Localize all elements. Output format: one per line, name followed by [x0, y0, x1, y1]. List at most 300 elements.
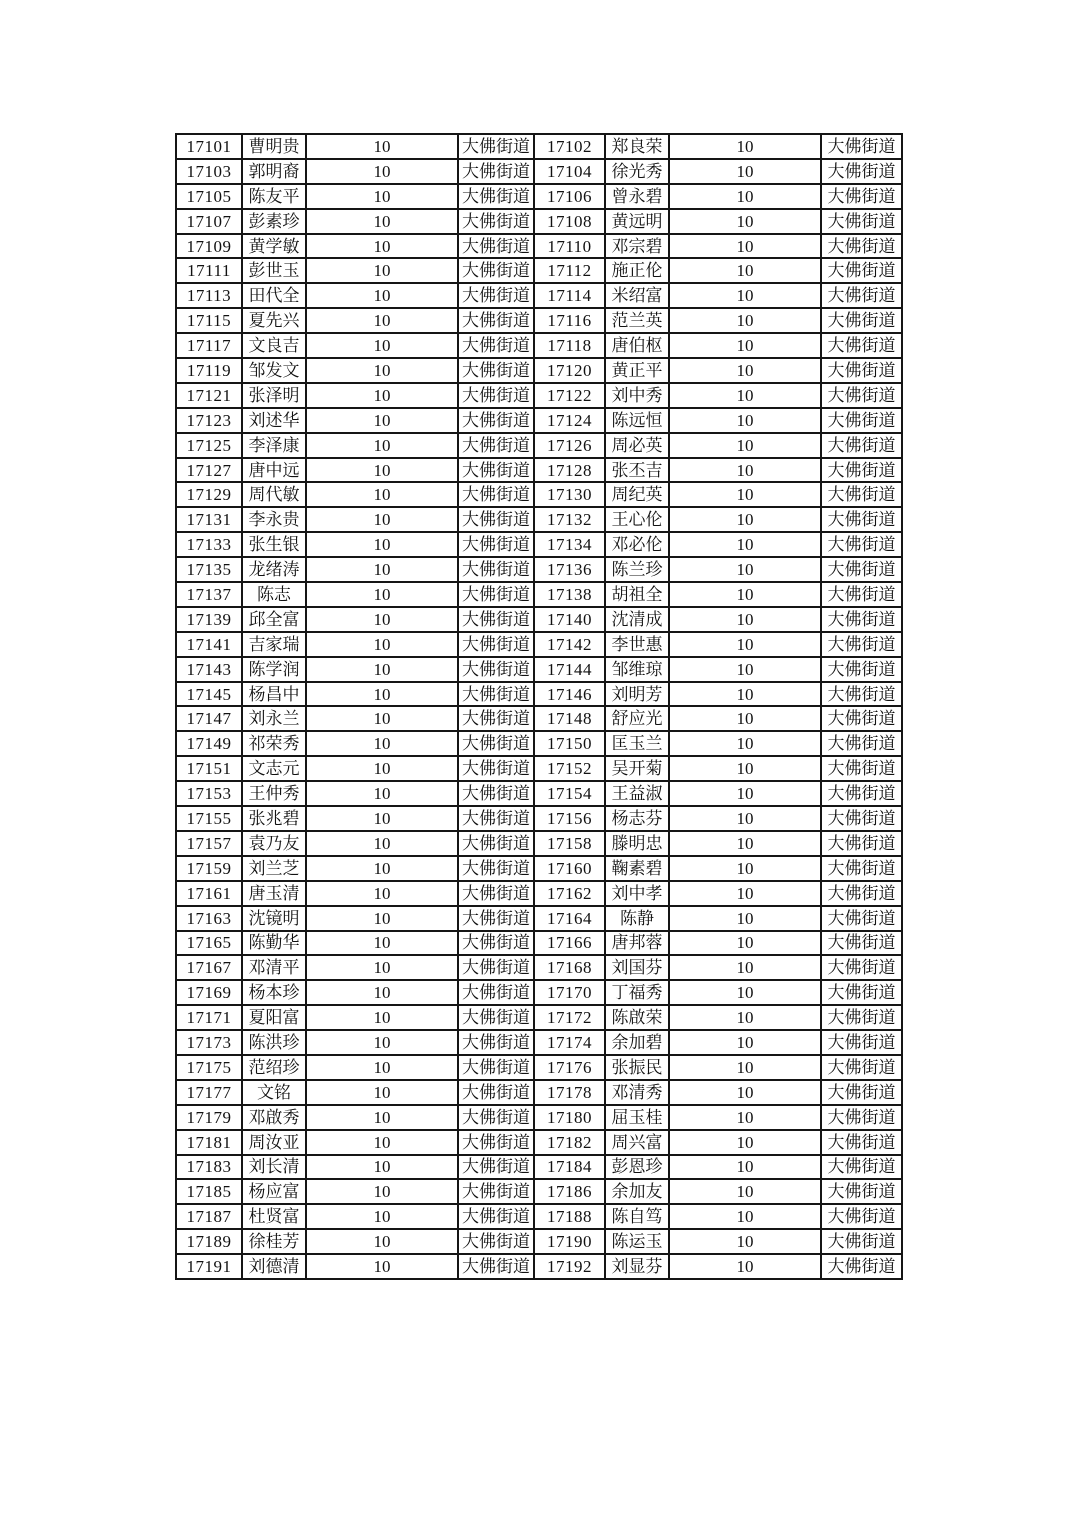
street-cell: 大佛街道	[821, 955, 902, 980]
table-row	[176, 1030, 902, 1055]
name-cell: 张振民	[605, 1055, 669, 1080]
name-cell: 杨应富	[242, 1179, 306, 1204]
id-cell: 17125	[176, 433, 242, 458]
amount-cell: 10	[306, 258, 458, 283]
name-cell: 邹维琼	[605, 657, 669, 682]
id-cell: 17116	[534, 308, 605, 333]
street-cell: 大佛街道	[458, 706, 534, 731]
table-row	[176, 881, 902, 906]
amount-cell: 10	[669, 856, 821, 881]
table-row	[176, 682, 902, 707]
street-cell: 大佛街道	[458, 184, 534, 209]
street-cell: 大佛街道	[821, 159, 902, 184]
amount-cell: 10	[669, 383, 821, 408]
amount-cell: 10	[306, 383, 458, 408]
amount-cell: 10	[306, 1229, 458, 1254]
street-cell: 大佛街道	[458, 458, 534, 483]
id-cell: 17129	[176, 482, 242, 507]
amount-cell: 10	[306, 657, 458, 682]
id-cell: 17135	[176, 557, 242, 582]
name-cell: 杜贤富	[242, 1204, 306, 1229]
name-cell: 王心伦	[605, 507, 669, 532]
table-row	[176, 931, 902, 956]
id-cell: 17108	[534, 209, 605, 234]
name-cell: 张泽明	[242, 383, 306, 408]
amount-cell: 10	[669, 283, 821, 308]
street-cell: 大佛街道	[821, 1055, 902, 1080]
name-cell: 丁福秀	[605, 980, 669, 1005]
street-cell: 大佛街道	[821, 607, 902, 632]
amount-cell: 10	[306, 308, 458, 333]
id-cell: 17139	[176, 607, 242, 632]
street-cell: 大佛街道	[458, 507, 534, 532]
street-cell: 大佛街道	[458, 856, 534, 881]
table-row	[176, 184, 902, 209]
amount-cell: 10	[669, 333, 821, 358]
street-cell: 大佛街道	[821, 408, 902, 433]
table-row	[176, 731, 902, 756]
street-cell: 大佛街道	[821, 358, 902, 383]
name-cell: 曹明贵	[242, 134, 306, 159]
id-cell: 17174	[534, 1030, 605, 1055]
id-cell: 17128	[534, 458, 605, 483]
name-cell: 文良吉	[242, 333, 306, 358]
id-cell: 17184	[534, 1155, 605, 1180]
id-cell: 17136	[534, 557, 605, 582]
amount-cell: 10	[669, 308, 821, 333]
street-cell: 大佛街道	[821, 458, 902, 483]
street-cell: 大佛街道	[821, 482, 902, 507]
id-cell: 17142	[534, 632, 605, 657]
id-cell: 17140	[534, 607, 605, 632]
name-cell: 陈远恒	[605, 408, 669, 433]
table-row	[176, 582, 902, 607]
street-cell: 大佛街道	[458, 209, 534, 234]
amount-cell: 10	[306, 1130, 458, 1155]
amount-cell: 10	[669, 408, 821, 433]
name-cell: 黄正平	[605, 358, 669, 383]
street-cell: 大佛街道	[458, 134, 534, 159]
street-cell: 大佛街道	[458, 383, 534, 408]
name-cell: 余加碧	[605, 1030, 669, 1055]
amount-cell: 10	[306, 1080, 458, 1105]
table-row	[176, 706, 902, 731]
id-cell: 17112	[534, 258, 605, 283]
street-cell: 大佛街道	[458, 657, 534, 682]
street-cell: 大佛街道	[458, 632, 534, 657]
id-cell: 17177	[176, 1080, 242, 1105]
table-row	[176, 557, 902, 582]
id-cell: 17161	[176, 881, 242, 906]
name-cell: 徐桂芳	[242, 1229, 306, 1254]
amount-cell: 10	[669, 756, 821, 781]
street-cell: 大佛街道	[821, 980, 902, 1005]
street-cell: 大佛街道	[821, 756, 902, 781]
table-row	[176, 781, 902, 806]
street-cell: 大佛街道	[821, 1005, 902, 1030]
id-cell: 17158	[534, 831, 605, 856]
amount-cell: 10	[306, 1005, 458, 1030]
id-cell: 17126	[534, 433, 605, 458]
name-cell: 李永贵	[242, 507, 306, 532]
table-row	[176, 1005, 902, 1030]
amount-cell: 10	[306, 458, 458, 483]
id-cell: 17113	[176, 283, 242, 308]
id-cell: 17167	[176, 955, 242, 980]
amount-cell: 10	[306, 781, 458, 806]
street-cell: 大佛街道	[458, 358, 534, 383]
street-cell: 大佛街道	[458, 1155, 534, 1180]
id-cell: 17138	[534, 582, 605, 607]
table-row	[176, 1130, 902, 1155]
id-cell: 17111	[176, 258, 242, 283]
table-row	[176, 433, 902, 458]
street-cell: 大佛街道	[821, 781, 902, 806]
street-cell: 大佛街道	[458, 1105, 534, 1130]
id-cell: 17185	[176, 1179, 242, 1204]
street-cell: 大佛街道	[458, 482, 534, 507]
name-cell: 刘国芬	[605, 955, 669, 980]
street-cell: 大佛街道	[821, 532, 902, 557]
name-cell: 范兰英	[605, 308, 669, 333]
street-cell: 大佛街道	[821, 308, 902, 333]
id-cell: 17190	[534, 1229, 605, 1254]
table-row	[176, 209, 902, 234]
name-cell: 米绍富	[605, 283, 669, 308]
street-cell: 大佛街道	[821, 657, 902, 682]
street-cell: 大佛街道	[821, 831, 902, 856]
amount-cell: 10	[306, 1155, 458, 1180]
street-cell: 大佛街道	[458, 955, 534, 980]
id-cell: 17151	[176, 756, 242, 781]
street-cell: 大佛街道	[821, 706, 902, 731]
id-cell: 17120	[534, 358, 605, 383]
id-cell: 17105	[176, 184, 242, 209]
amount-cell: 10	[669, 731, 821, 756]
name-cell: 杨志芬	[605, 806, 669, 831]
name-cell: 施正伦	[605, 258, 669, 283]
name-cell: 周兴富	[605, 1130, 669, 1155]
amount-cell: 10	[306, 159, 458, 184]
amount-cell: 10	[306, 134, 458, 159]
name-cell: 匡玉兰	[605, 731, 669, 756]
name-cell: 周汝亚	[242, 1130, 306, 1155]
name-cell: 王仲秀	[242, 781, 306, 806]
name-cell: 徐光秀	[605, 159, 669, 184]
name-cell: 彭世玉	[242, 258, 306, 283]
id-cell: 17178	[534, 1080, 605, 1105]
amount-cell: 10	[669, 433, 821, 458]
id-cell: 17119	[176, 358, 242, 383]
id-cell: 17134	[534, 532, 605, 557]
name-cell: 夏先兴	[242, 308, 306, 333]
id-cell: 17169	[176, 980, 242, 1005]
amount-cell: 10	[306, 234, 458, 259]
amount-cell: 10	[669, 358, 821, 383]
street-cell: 大佛街道	[821, 682, 902, 707]
table-row	[176, 831, 902, 856]
id-cell: 17154	[534, 781, 605, 806]
name-cell: 屈玉桂	[605, 1105, 669, 1130]
name-cell: 杨昌中	[242, 682, 306, 707]
id-cell: 17149	[176, 731, 242, 756]
name-cell: 陈勤华	[242, 931, 306, 956]
amount-cell: 10	[669, 557, 821, 582]
table-row	[176, 1105, 902, 1130]
id-cell: 17157	[176, 831, 242, 856]
street-cell: 大佛街道	[458, 258, 534, 283]
table-row	[176, 134, 902, 159]
name-cell: 张兆碧	[242, 806, 306, 831]
name-cell: 余加友	[605, 1179, 669, 1204]
street-cell: 大佛街道	[458, 607, 534, 632]
amount-cell: 10	[669, 1080, 821, 1105]
table-row	[176, 1080, 902, 1105]
table-row	[176, 159, 902, 184]
amount-cell: 10	[306, 333, 458, 358]
name-cell: 刘兰芝	[242, 856, 306, 881]
table-row	[176, 283, 902, 308]
name-cell: 张丕吉	[605, 458, 669, 483]
table-row	[176, 383, 902, 408]
amount-cell: 10	[669, 1179, 821, 1204]
street-cell: 大佛街道	[821, 1080, 902, 1105]
amount-cell: 10	[306, 1105, 458, 1130]
street-cell: 大佛街道	[458, 1229, 534, 1254]
street-cell: 大佛街道	[821, 1179, 902, 1204]
table-row	[176, 632, 902, 657]
id-cell: 17147	[176, 706, 242, 731]
street-cell: 大佛街道	[458, 1179, 534, 1204]
street-cell: 大佛街道	[458, 1080, 534, 1105]
street-cell: 大佛街道	[821, 1130, 902, 1155]
street-cell: 大佛街道	[821, 283, 902, 308]
street-cell: 大佛街道	[821, 881, 902, 906]
street-cell: 大佛街道	[458, 408, 534, 433]
amount-cell: 10	[669, 1005, 821, 1030]
amount-cell: 10	[669, 682, 821, 707]
street-cell: 大佛街道	[821, 1254, 902, 1279]
amount-cell: 10	[306, 682, 458, 707]
amount-cell: 10	[669, 184, 821, 209]
street-cell: 大佛街道	[458, 1005, 534, 1030]
name-cell: 刘显芬	[605, 1254, 669, 1279]
street-cell: 大佛街道	[821, 209, 902, 234]
amount-cell: 10	[669, 458, 821, 483]
amount-cell: 10	[669, 906, 821, 931]
amount-cell: 10	[669, 1204, 821, 1229]
amount-cell: 10	[669, 234, 821, 259]
id-cell: 17122	[534, 383, 605, 408]
id-cell: 17152	[534, 756, 605, 781]
table-row	[176, 258, 902, 283]
table-row	[176, 756, 902, 781]
id-cell: 17166	[534, 931, 605, 956]
name-cell: 吴开菊	[605, 756, 669, 781]
street-cell: 大佛街道	[458, 1030, 534, 1055]
table-row	[176, 482, 902, 507]
street-cell: 大佛街道	[821, 333, 902, 358]
name-cell: 黄学敏	[242, 234, 306, 259]
street-cell: 大佛街道	[458, 831, 534, 856]
amount-cell: 10	[306, 1179, 458, 1204]
amount-cell: 10	[669, 607, 821, 632]
street-cell: 大佛街道	[458, 756, 534, 781]
name-cell: 杨本珍	[242, 980, 306, 1005]
street-cell: 大佛街道	[458, 159, 534, 184]
street-cell: 大佛街道	[821, 184, 902, 209]
amount-cell: 10	[306, 1030, 458, 1055]
amount-cell: 10	[669, 1155, 821, 1180]
id-cell: 17186	[534, 1179, 605, 1204]
id-cell: 17144	[534, 657, 605, 682]
name-cell: 陈学润	[242, 657, 306, 682]
street-cell: 大佛街道	[458, 582, 534, 607]
name-cell: 刘中秀	[605, 383, 669, 408]
name-cell: 张生银	[242, 532, 306, 557]
amount-cell: 10	[306, 931, 458, 956]
id-cell: 17107	[176, 209, 242, 234]
amount-cell: 10	[669, 1055, 821, 1080]
name-cell: 邓清平	[242, 955, 306, 980]
amount-cell: 10	[669, 159, 821, 184]
street-cell: 大佛街道	[458, 731, 534, 756]
name-cell: 沈镜明	[242, 906, 306, 931]
amount-cell: 10	[669, 134, 821, 159]
table-row	[176, 1179, 902, 1204]
id-cell: 17102	[534, 134, 605, 159]
id-cell: 17181	[176, 1130, 242, 1155]
id-cell: 17106	[534, 184, 605, 209]
id-cell: 17146	[534, 682, 605, 707]
name-cell: 李世惠	[605, 632, 669, 657]
amount-cell: 10	[669, 781, 821, 806]
table-row	[176, 532, 902, 557]
amount-cell: 10	[306, 433, 458, 458]
roster-table	[175, 133, 903, 1280]
name-cell: 刘明芳	[605, 682, 669, 707]
amount-cell: 10	[306, 582, 458, 607]
id-cell: 17189	[176, 1229, 242, 1254]
table-row	[176, 1254, 902, 1279]
street-cell: 大佛街道	[458, 333, 534, 358]
id-cell: 17110	[534, 234, 605, 259]
name-cell: 舒应光	[605, 706, 669, 731]
amount-cell: 10	[669, 1105, 821, 1130]
amount-cell: 10	[669, 931, 821, 956]
name-cell: 邓必伦	[605, 532, 669, 557]
name-cell: 周纪英	[605, 482, 669, 507]
street-cell: 大佛街道	[458, 1055, 534, 1080]
id-cell: 17148	[534, 706, 605, 731]
id-cell: 17165	[176, 931, 242, 956]
id-cell: 17164	[534, 906, 605, 931]
amount-cell: 10	[669, 532, 821, 557]
amount-cell: 10	[669, 632, 821, 657]
street-cell: 大佛街道	[821, 1155, 902, 1180]
amount-cell: 10	[306, 607, 458, 632]
name-cell: 邹发文	[242, 358, 306, 383]
id-cell: 17160	[534, 856, 605, 881]
amount-cell: 10	[306, 806, 458, 831]
id-cell: 17170	[534, 980, 605, 1005]
table-row	[176, 1055, 902, 1080]
id-cell: 17101	[176, 134, 242, 159]
street-cell: 大佛街道	[821, 557, 902, 582]
street-cell: 大佛街道	[458, 1130, 534, 1155]
street-cell: 大佛街道	[821, 507, 902, 532]
street-cell: 大佛街道	[821, 931, 902, 956]
id-cell: 17133	[176, 532, 242, 557]
table-row	[176, 980, 902, 1005]
name-cell: 陈静	[605, 906, 669, 931]
name-cell: 陈志	[242, 582, 306, 607]
name-cell: 袁乃友	[242, 831, 306, 856]
id-cell: 17163	[176, 906, 242, 931]
id-cell: 17191	[176, 1254, 242, 1279]
id-cell: 17172	[534, 1005, 605, 1030]
name-cell: 鞠素碧	[605, 856, 669, 881]
name-cell: 胡祖全	[605, 582, 669, 607]
street-cell: 大佛街道	[821, 1105, 902, 1130]
amount-cell: 10	[669, 980, 821, 1005]
id-cell: 17159	[176, 856, 242, 881]
id-cell: 17162	[534, 881, 605, 906]
table-row	[176, 906, 902, 931]
name-cell: 范绍珍	[242, 1055, 306, 1080]
name-cell: 陈自笃	[605, 1204, 669, 1229]
street-cell: 大佛街道	[458, 682, 534, 707]
street-cell: 大佛街道	[821, 632, 902, 657]
amount-cell: 10	[306, 358, 458, 383]
street-cell: 大佛街道	[821, 258, 902, 283]
id-cell: 17109	[176, 234, 242, 259]
amount-cell: 10	[669, 258, 821, 283]
street-cell: 大佛街道	[458, 557, 534, 582]
table-row	[176, 657, 902, 682]
street-cell: 大佛街道	[821, 582, 902, 607]
amount-cell: 10	[306, 980, 458, 1005]
table-row	[176, 507, 902, 532]
id-cell: 17180	[534, 1105, 605, 1130]
name-cell: 刘中孝	[605, 881, 669, 906]
street-cell: 大佛街道	[821, 234, 902, 259]
table-body	[176, 134, 902, 1279]
amount-cell: 10	[306, 1254, 458, 1279]
amount-cell: 10	[306, 532, 458, 557]
street-cell: 大佛街道	[821, 383, 902, 408]
name-cell: 李泽康	[242, 433, 306, 458]
amount-cell: 10	[306, 482, 458, 507]
amount-cell: 10	[306, 507, 458, 532]
table-row	[176, 607, 902, 632]
street-cell: 大佛街道	[458, 308, 534, 333]
id-cell: 17150	[534, 731, 605, 756]
amount-cell: 10	[306, 184, 458, 209]
name-cell: 刘述华	[242, 408, 306, 433]
name-cell: 邱全富	[242, 607, 306, 632]
amount-cell: 10	[669, 806, 821, 831]
id-cell: 17141	[176, 632, 242, 657]
id-cell: 17137	[176, 582, 242, 607]
id-cell: 17127	[176, 458, 242, 483]
amount-cell: 10	[669, 706, 821, 731]
name-cell: 陈友平	[242, 184, 306, 209]
name-cell: 沈清成	[605, 607, 669, 632]
amount-cell: 10	[306, 408, 458, 433]
amount-cell: 10	[669, 1229, 821, 1254]
street-cell: 大佛街道	[458, 433, 534, 458]
